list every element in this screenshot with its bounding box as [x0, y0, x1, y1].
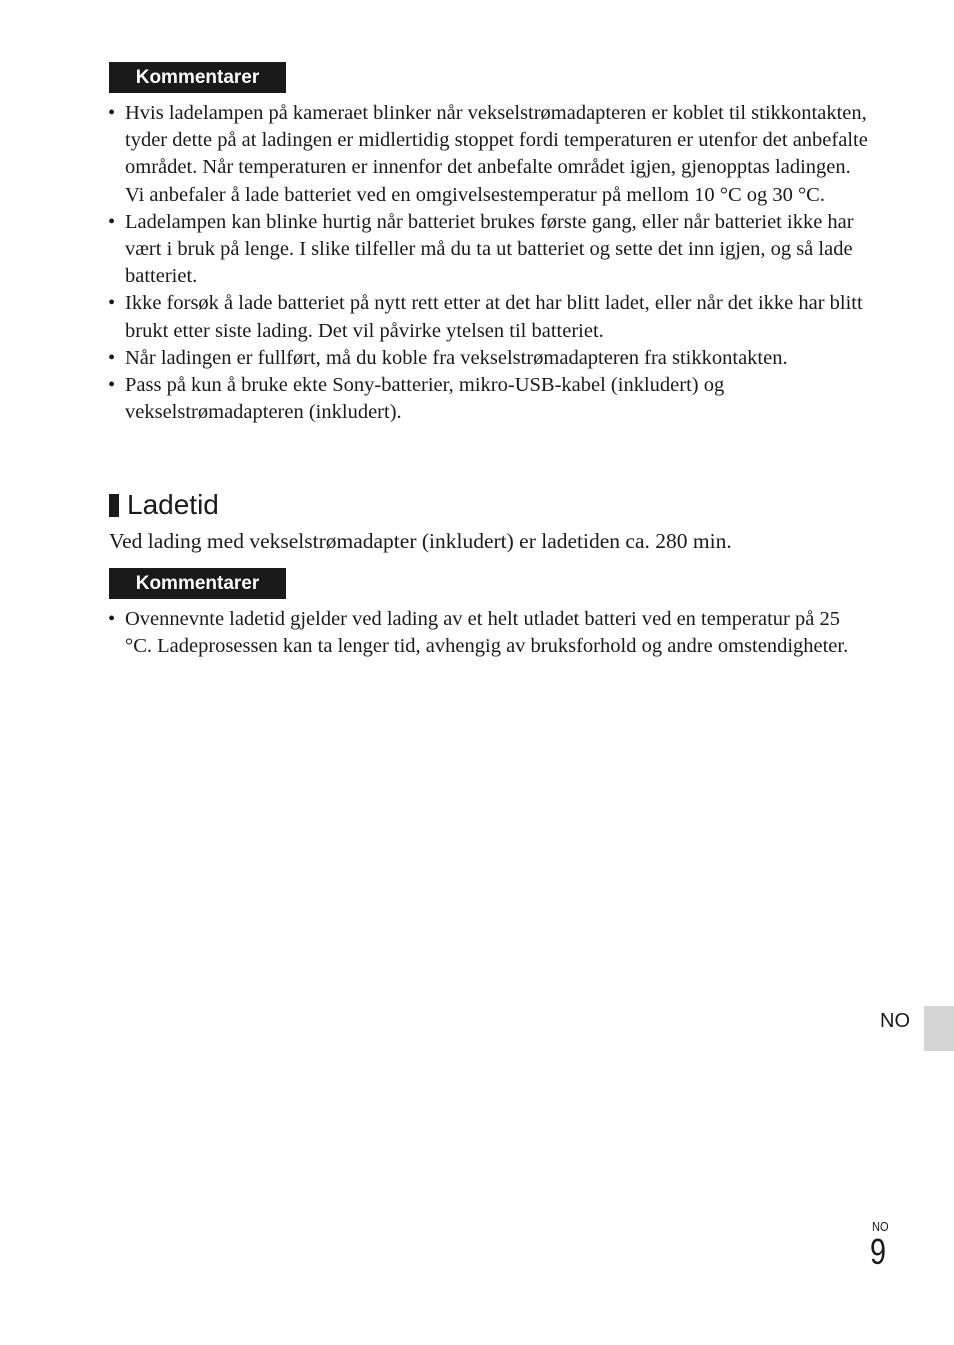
list-item: [108, 290, 868, 344]
list-item: [108, 100, 868, 209]
notes-list: [108, 606, 868, 660]
section-marker-icon: [109, 494, 119, 517]
section-title: Ladetid: [127, 489, 219, 520]
page-language-code: NO: [872, 1219, 889, 1234]
section-paragraph: Ved lading med vekselstrømadapter (inkludert) er ladetiden ca. 280 min.: [109, 529, 732, 553]
list-item-text: Når ladingen er fullført, må du koble fra vekselstrømadapteren fra stikkontakten.: [125, 346, 788, 369]
notes-list: [108, 100, 868, 426]
bullet-icon: •: [108, 374, 116, 397]
list-item-text: Ovennevnte ladetid gjelder ved lading av et helt utladet batteri ved en temperatur på 25 °C. Ladeprosessen kan ta lenger tid, avhengig av bruksforhold og andre omstendigheter.: [125, 608, 849, 658]
bullet-icon: •: [108, 292, 116, 315]
bullet-icon: •: [108, 210, 116, 233]
list-item-text: Hvis ladelampen på kameraet blinker når vekselstrømadapteren er koblet til stikkontakten, tyder dette på at ladingen er midlertidig stoppet fordi temperaturen er utenfor det anbefalte området. Når temperaturen er innenfor det anbefalte området igjen, gjenopptas ladingen. Vi anbefaler å lade batteriet ved en omgivelsestemperatur på mellom 10 °C og 30 °C.: [125, 102, 868, 206]
list-item-text: Ladelampen kan blinke hurtig når batteriet brukes første gang, eller når batteriet ikke har vært i bruk på lenge. I slike tilfeller må du ta ut batteriet og sette det inn igjen, og så lade batteriet.: [125, 210, 854, 288]
notes-label: Kommentarer: [109, 62, 286, 93]
list-item: [108, 606, 868, 660]
notes-label: Kommentarer: [109, 568, 286, 599]
language-label: NO: [880, 1010, 910, 1032]
page-number: 9: [870, 1231, 887, 1272]
list-item-text: Ikke forsøk å lade batteriet på nytt rett etter at det har blitt ladet, eller når det ikke har blitt brukt etter siste lading. Det vil påvirke ytelsen til batteriet.: [125, 292, 863, 342]
list-item: [108, 209, 868, 291]
bullet-icon: •: [108, 608, 116, 630]
section-heading: [109, 487, 219, 523]
language-tab: [924, 1006, 954, 1051]
bullet-icon: •: [108, 346, 116, 369]
list-item: [108, 345, 868, 372]
list-item: [108, 372, 868, 426]
bullet-icon: •: [108, 102, 116, 124]
list-item-text: Pass på kun å bruke ekte Sony-batterier, mikro-USB-kabel (inkludert) og vekselstrømadapteren (inkludert).: [125, 374, 725, 424]
